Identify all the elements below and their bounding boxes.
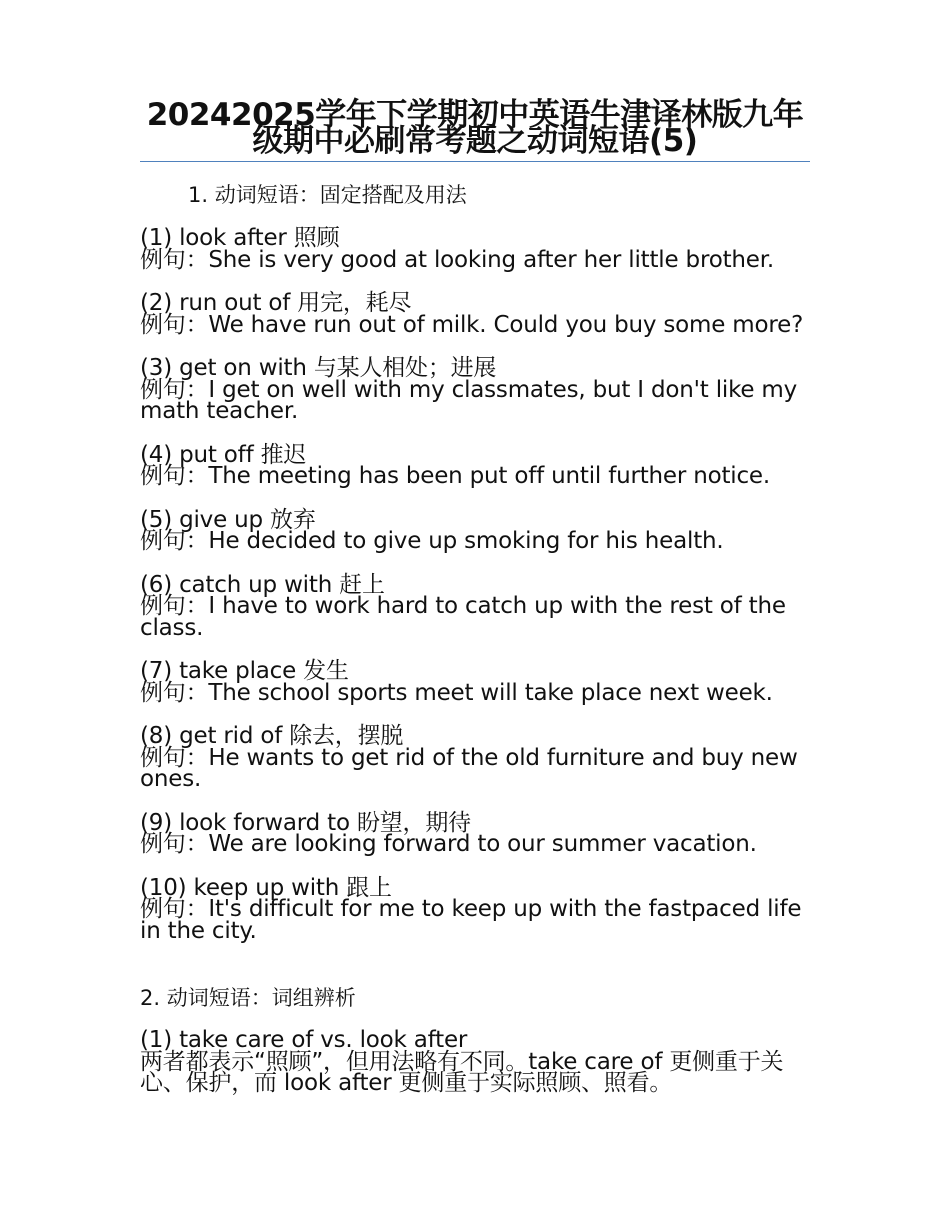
section-heading-fixed-collocations: 1. 动词短语：固定搭配及用法 bbox=[188, 183, 467, 207]
section-heading-phrase-comparison: 2. 动词短语：词组辨析 bbox=[140, 986, 356, 1010]
phrase-head: (7) take place 发生 bbox=[140, 658, 349, 684]
phrase-entry bbox=[140, 355, 815, 424]
phrase-head: (5) give up 放弃 bbox=[140, 506, 316, 533]
phrase-entry bbox=[140, 441, 815, 489]
comparison-explanation: 两者都表示“照顾”，但用法略有不同。take care of 更侧重于关心、保护，而 look after 更侧重于实际照顾、照看。 bbox=[140, 1048, 784, 1096]
phrase-head: (3) get on with 与某人相处；进展 bbox=[140, 355, 497, 381]
phrase-entry bbox=[140, 874, 815, 944]
phrase-entry bbox=[140, 809, 815, 857]
phrase-entry bbox=[140, 506, 815, 554]
phrase-example: 例句：She is very good at looking after her little brother. bbox=[140, 246, 774, 273]
phrase-example: 例句：I have to work hard to catch up with the rest of the class. bbox=[140, 593, 786, 641]
phrase-head: (2) run out of 用完，耗尽 bbox=[140, 290, 412, 316]
comparison-head: (1) take care of vs. look after bbox=[140, 1027, 468, 1053]
phrase-head: (4) put off 推迟 bbox=[140, 441, 307, 468]
phrase-head: (6) catch up with 赶上 bbox=[140, 571, 385, 598]
phrase-entry bbox=[140, 290, 815, 338]
document-title: 20242025学年下学期初中英语牛津译林版九年级期中必刷常考题之动词短语(5) bbox=[146, 97, 804, 159]
phrase-list bbox=[140, 225, 815, 964]
phrase-entry bbox=[140, 658, 815, 706]
phrase-example: 例句：We are looking forward to our summer vacation. bbox=[140, 831, 757, 857]
phrase-example: 例句：We have run out of milk. Could you buy some more? bbox=[140, 311, 804, 338]
phrase-example: 例句：It's difficult for me to keep up with the fastpaced life in the city. bbox=[140, 896, 802, 944]
title-underline bbox=[140, 161, 810, 162]
phrase-head: (1) look after 照顾 bbox=[140, 225, 340, 251]
phrase-example: 例句：He wants to get rid of the old furniture and buy new ones. bbox=[140, 744, 798, 792]
phrase-entry bbox=[140, 225, 815, 273]
phrase-head: (9) look forward to 盼望，期待 bbox=[140, 809, 471, 836]
phrase-example: 例句：The meeting has been put off until further notice. bbox=[140, 463, 770, 489]
phrase-example: 例句：The school sports meet will take place next week. bbox=[140, 679, 773, 706]
phrase-example: 例句：I get on well with my classmates, but I don't like my math teacher. bbox=[140, 376, 798, 424]
phrase-example: 例句：He decided to give up smoking for his health. bbox=[140, 528, 724, 554]
phrase-head: (10) keep up with 跟上 bbox=[140, 874, 392, 901]
comparison-entry bbox=[140, 1027, 815, 1096]
phrase-entry bbox=[140, 571, 815, 641]
phrase-head: (8) get rid of 除去，摆脱 bbox=[140, 723, 404, 749]
phrase-entry bbox=[140, 723, 815, 792]
